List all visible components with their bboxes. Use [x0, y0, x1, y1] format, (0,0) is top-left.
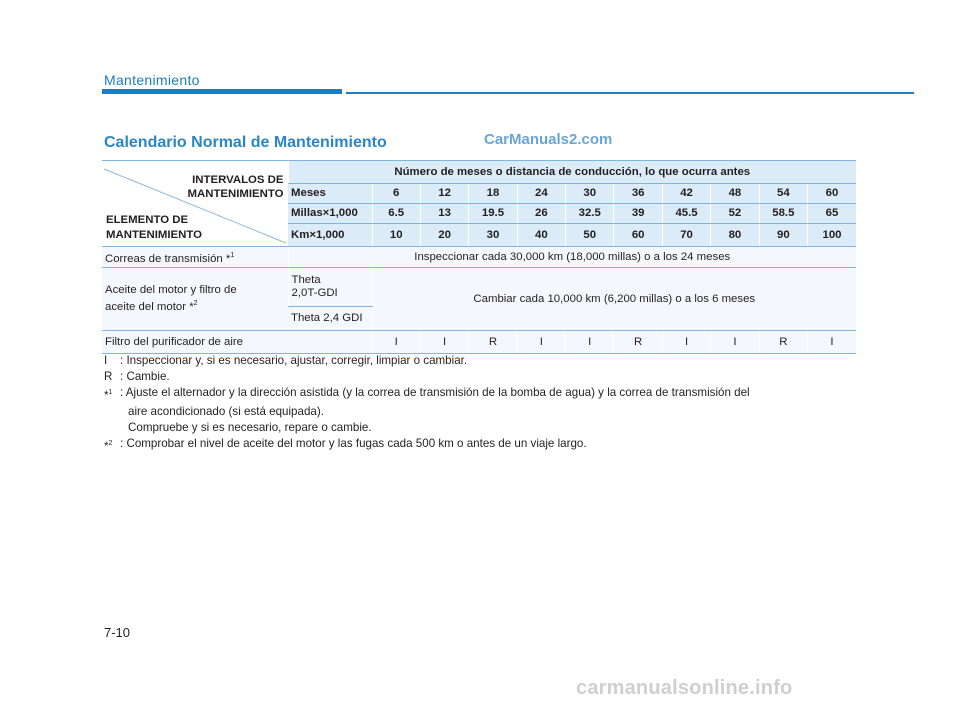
interval-row-label: Meses [288, 184, 372, 204]
legend-text: : Ajuste el alternador y la dirección asistida (y la correa de transmisión de la bomba de agua) y la correa de transmisión del [120, 386, 750, 399]
section-header-label: Mantenimiento [104, 72, 200, 88]
interval-value: 54 [759, 184, 807, 204]
interval-value: 58.5 [759, 204, 807, 224]
schedule-mark: I [517, 331, 565, 354]
interval-value: 60 [614, 224, 662, 247]
corner-header-cell [102, 161, 288, 247]
footer-watermark: carmanualsonline.info [576, 677, 793, 699]
maintenance-schedule-table [102, 160, 856, 354]
watermark-text: CarManuals2.com [484, 131, 613, 148]
legend-key: R [104, 370, 113, 383]
engine-variant-label: Theta 2,0T-GDI [288, 268, 372, 307]
legend-key: *$^1$ [104, 389, 113, 402]
legend-text: : Cambie. [120, 370, 170, 383]
interval-value: 36 [614, 184, 662, 204]
item-row-engine-oil [102, 268, 856, 307]
interval-value: 100 [808, 224, 857, 247]
interval-value: 6.5 [372, 204, 420, 224]
schedule-mark: I [372, 331, 420, 354]
interval-value: 30 [566, 184, 614, 204]
schedule-mark: I [662, 331, 710, 354]
interval-value: 48 [711, 184, 759, 204]
legend-item-note1 [104, 385, 864, 404]
interval-value: 45.5 [662, 204, 710, 224]
schedule-mark: R [759, 331, 807, 354]
item-row-drive-belts [102, 247, 856, 268]
legend-item-replace [104, 369, 864, 385]
interval-value: 80 [711, 224, 759, 247]
engine-variant-label: Theta 2,4 GDI [288, 306, 372, 330]
interval-value: 50 [566, 224, 614, 247]
interval-header: Número de meses o distancia de conducción, lo que ocurra antes [288, 161, 856, 184]
schedule-mark: I [566, 331, 614, 354]
item-label: Correas de transmisión *$^1$ [102, 247, 288, 268]
interval-value: 42 [662, 184, 710, 204]
legend [104, 353, 864, 455]
schedule-mark: I [711, 331, 759, 354]
page-title: Calendario Normal de Mantenimiento [104, 134, 387, 151]
interval-value: 13 [420, 204, 468, 224]
corner-item-label: ELEMENTO DE MANTENIMIENTO [106, 214, 202, 241]
schedule-mark: R [614, 331, 662, 354]
item-label: Filtro del purificador de aire [102, 331, 372, 354]
interval-value: 18 [469, 184, 517, 204]
interval-row-label: Km×1,000 [288, 224, 372, 247]
legend-text: : Inspeccionar y, si es necesario, ajustar, corregir, limpiar o cambiar. [120, 354, 468, 367]
legend-text-continued: aire acondicionado (si está equipada). [128, 405, 324, 418]
legend-text: : Comprobar el nivel de aceite del motor y las fugas cada 500 km o antes de un viaje largo. [120, 437, 587, 450]
interval-row-label: Millas×1,000 [288, 204, 372, 224]
legend-text-continued: Compruebe y si es necesario, repare o cambie. [128, 421, 372, 434]
interval-value: 40 [517, 224, 565, 247]
interval-value: 90 [759, 224, 807, 247]
interval-value: 12 [420, 184, 468, 204]
interval-value: 10 [372, 224, 420, 247]
schedule-mark: I [808, 331, 857, 354]
item-row-air-filter [102, 331, 856, 354]
interval-value: 6 [372, 184, 420, 204]
item-note: Inspeccionar cada 30,000 km (18,000 millas) o a los 24 meses [288, 247, 856, 268]
interval-value: 24 [517, 184, 565, 204]
interval-value: 65 [808, 204, 857, 224]
legend-key: I [104, 354, 108, 367]
legend-item-note2 [104, 436, 864, 455]
legend-item-inspect [104, 353, 864, 369]
interval-value: 60 [808, 184, 857, 204]
header-rule-thin [346, 92, 914, 94]
interval-value: 52 [711, 204, 759, 224]
interval-value: 32.5 [566, 204, 614, 224]
interval-value: 39 [614, 204, 662, 224]
interval-value: 20 [420, 224, 468, 247]
interval-value: 30 [469, 224, 517, 247]
corner-intervals-label: INTERVALOS DE MANTENIMIENTO [187, 174, 284, 200]
schedule-mark: I [420, 331, 468, 354]
item-note: Cambiar cada 10,000 km (6,200 millas) o a los 6 meses [372, 268, 856, 331]
header-rule-thick [102, 89, 342, 94]
interval-value: 70 [662, 224, 710, 247]
legend-key: *$^2$ [104, 440, 113, 453]
page-number: 7-10 [104, 625, 131, 640]
item-label: Aceite del motor y filtro de aceite del motor *$^2$ [102, 268, 288, 331]
schedule-mark: R [469, 331, 517, 354]
interval-value: 19.5 [469, 204, 517, 224]
interval-value: 26 [517, 204, 565, 224]
